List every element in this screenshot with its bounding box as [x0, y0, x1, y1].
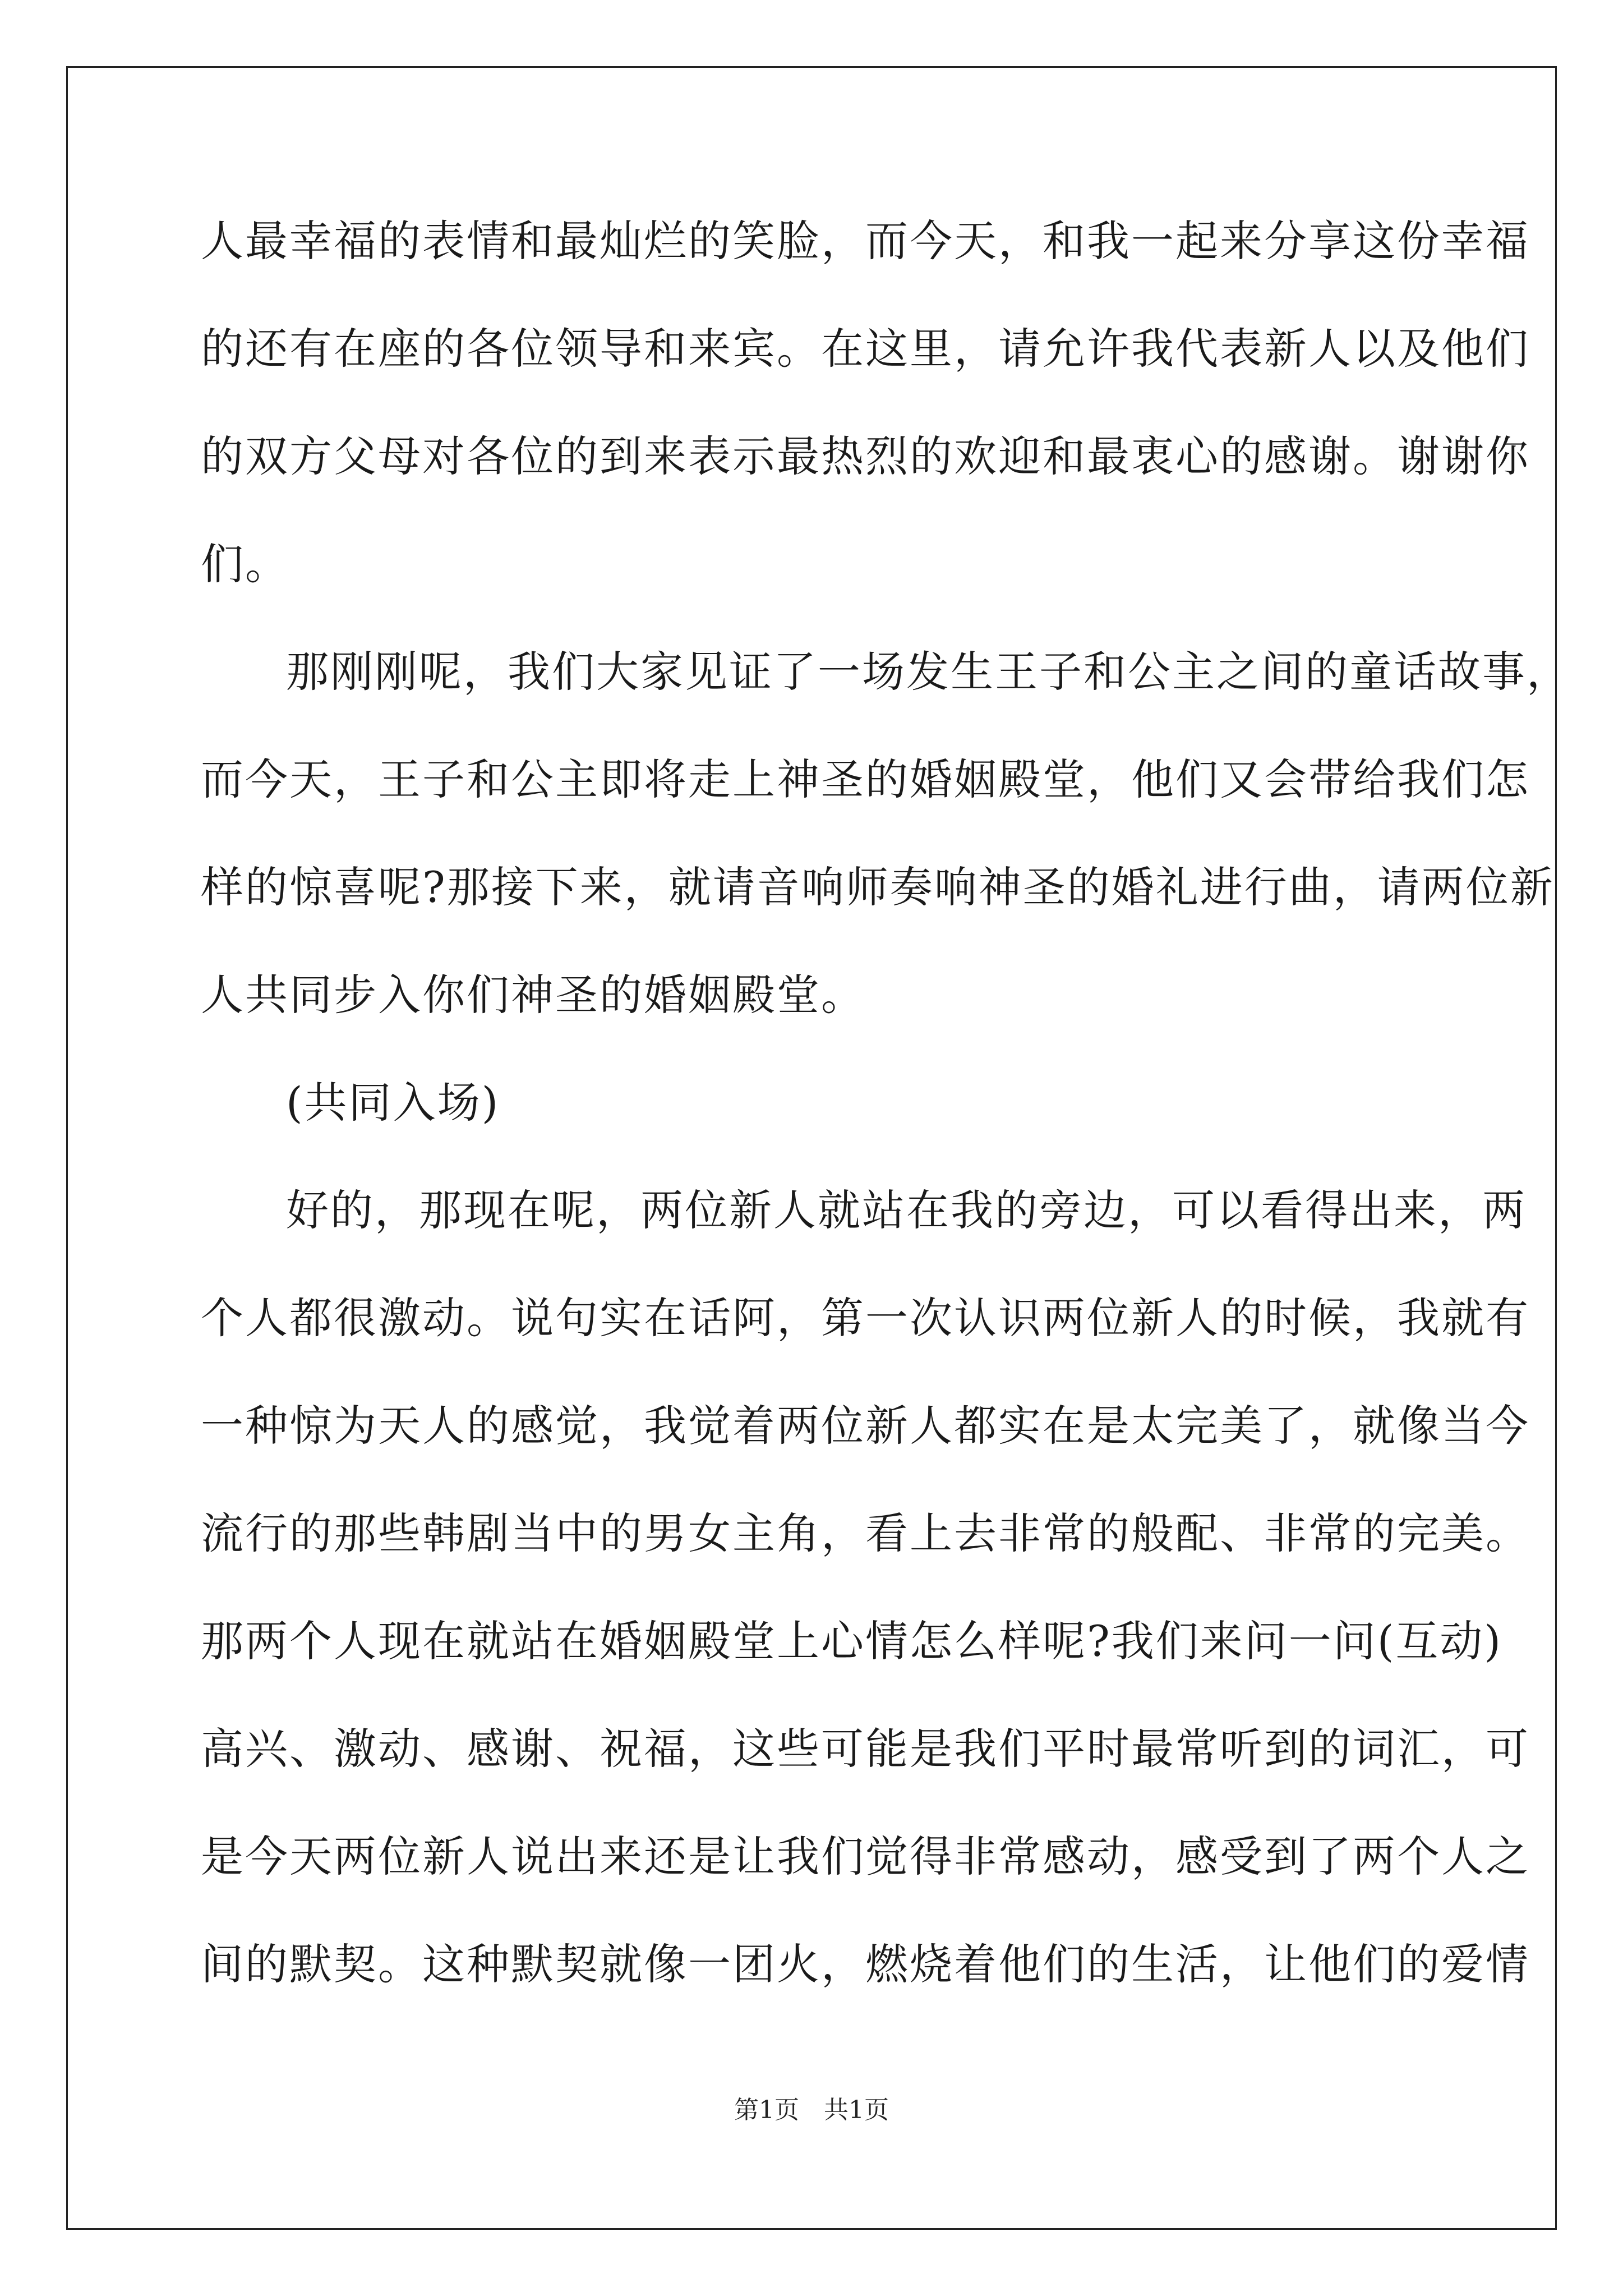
text-line: 们。: [201, 539, 289, 589]
text-line: 间的默契。这种默契就像一团火，燃烧着他们的生活，让他们的爱情: [201, 1939, 1530, 1989]
text-line: 是今天两位新人说出来还是让我们觉得非常感动，感受到了两个人之: [201, 1832, 1530, 1881]
paragraph-first-line: 好的，那现在呢，两位新人就站在我的旁边，可以看得出来，两: [286, 1185, 1527, 1235]
text-line: 个人都很激动。说句实在话阿，第一次认识两位新人的时候，我就有: [201, 1293, 1530, 1343]
text-line: 而今天，王子和公主即将走上神圣的婚姻殿堂，他们又会带给我们怎: [201, 754, 1530, 804]
page-border: [66, 66, 1557, 2230]
text-line: 人最幸福的表情和最灿烂的笑脸，而今天，和我一起来分享这份幸福: [201, 216, 1530, 266]
text-line: 的还有在座的各位领导和来宾。在这里，请允许我代表新人以及他们: [201, 324, 1530, 374]
text-line: 人共同步入你们神圣的婚姻殿堂。: [201, 970, 865, 1020]
text-line: 的双方父母对各位的到来表示最热烈的欢迎和最衷心的感谢。谢谢你: [201, 431, 1530, 481]
text-line: 高兴、激动、感谢、祝福，这些可能是我们平时最常听到的词汇，可: [201, 1724, 1530, 1774]
paragraph-first-line: 那刚刚呢，我们大家见证了一场发生王子和公主之间的童话故事，: [286, 647, 1571, 697]
page-number-footer: 第1页 共1页: [734, 2096, 889, 2124]
text-line: 一种惊为天人的感觉，我觉着两位新人都实在是太完美了，就像当今: [201, 1401, 1530, 1451]
stage-direction: (共同入场): [286, 1078, 500, 1128]
text-line: 样的惊喜呢?那接下来，就请音响师奏响神圣的婚礼进行曲，请两位新: [201, 862, 1555, 912]
text-line: 那两个人现在就站在婚姻殿堂上心情怎么样呢?我们来问一问(互动): [201, 1616, 1503, 1666]
text-line: 流行的那些韩剧当中的男女主角，看上去非常的般配、非常的完美。: [201, 1508, 1530, 1558]
